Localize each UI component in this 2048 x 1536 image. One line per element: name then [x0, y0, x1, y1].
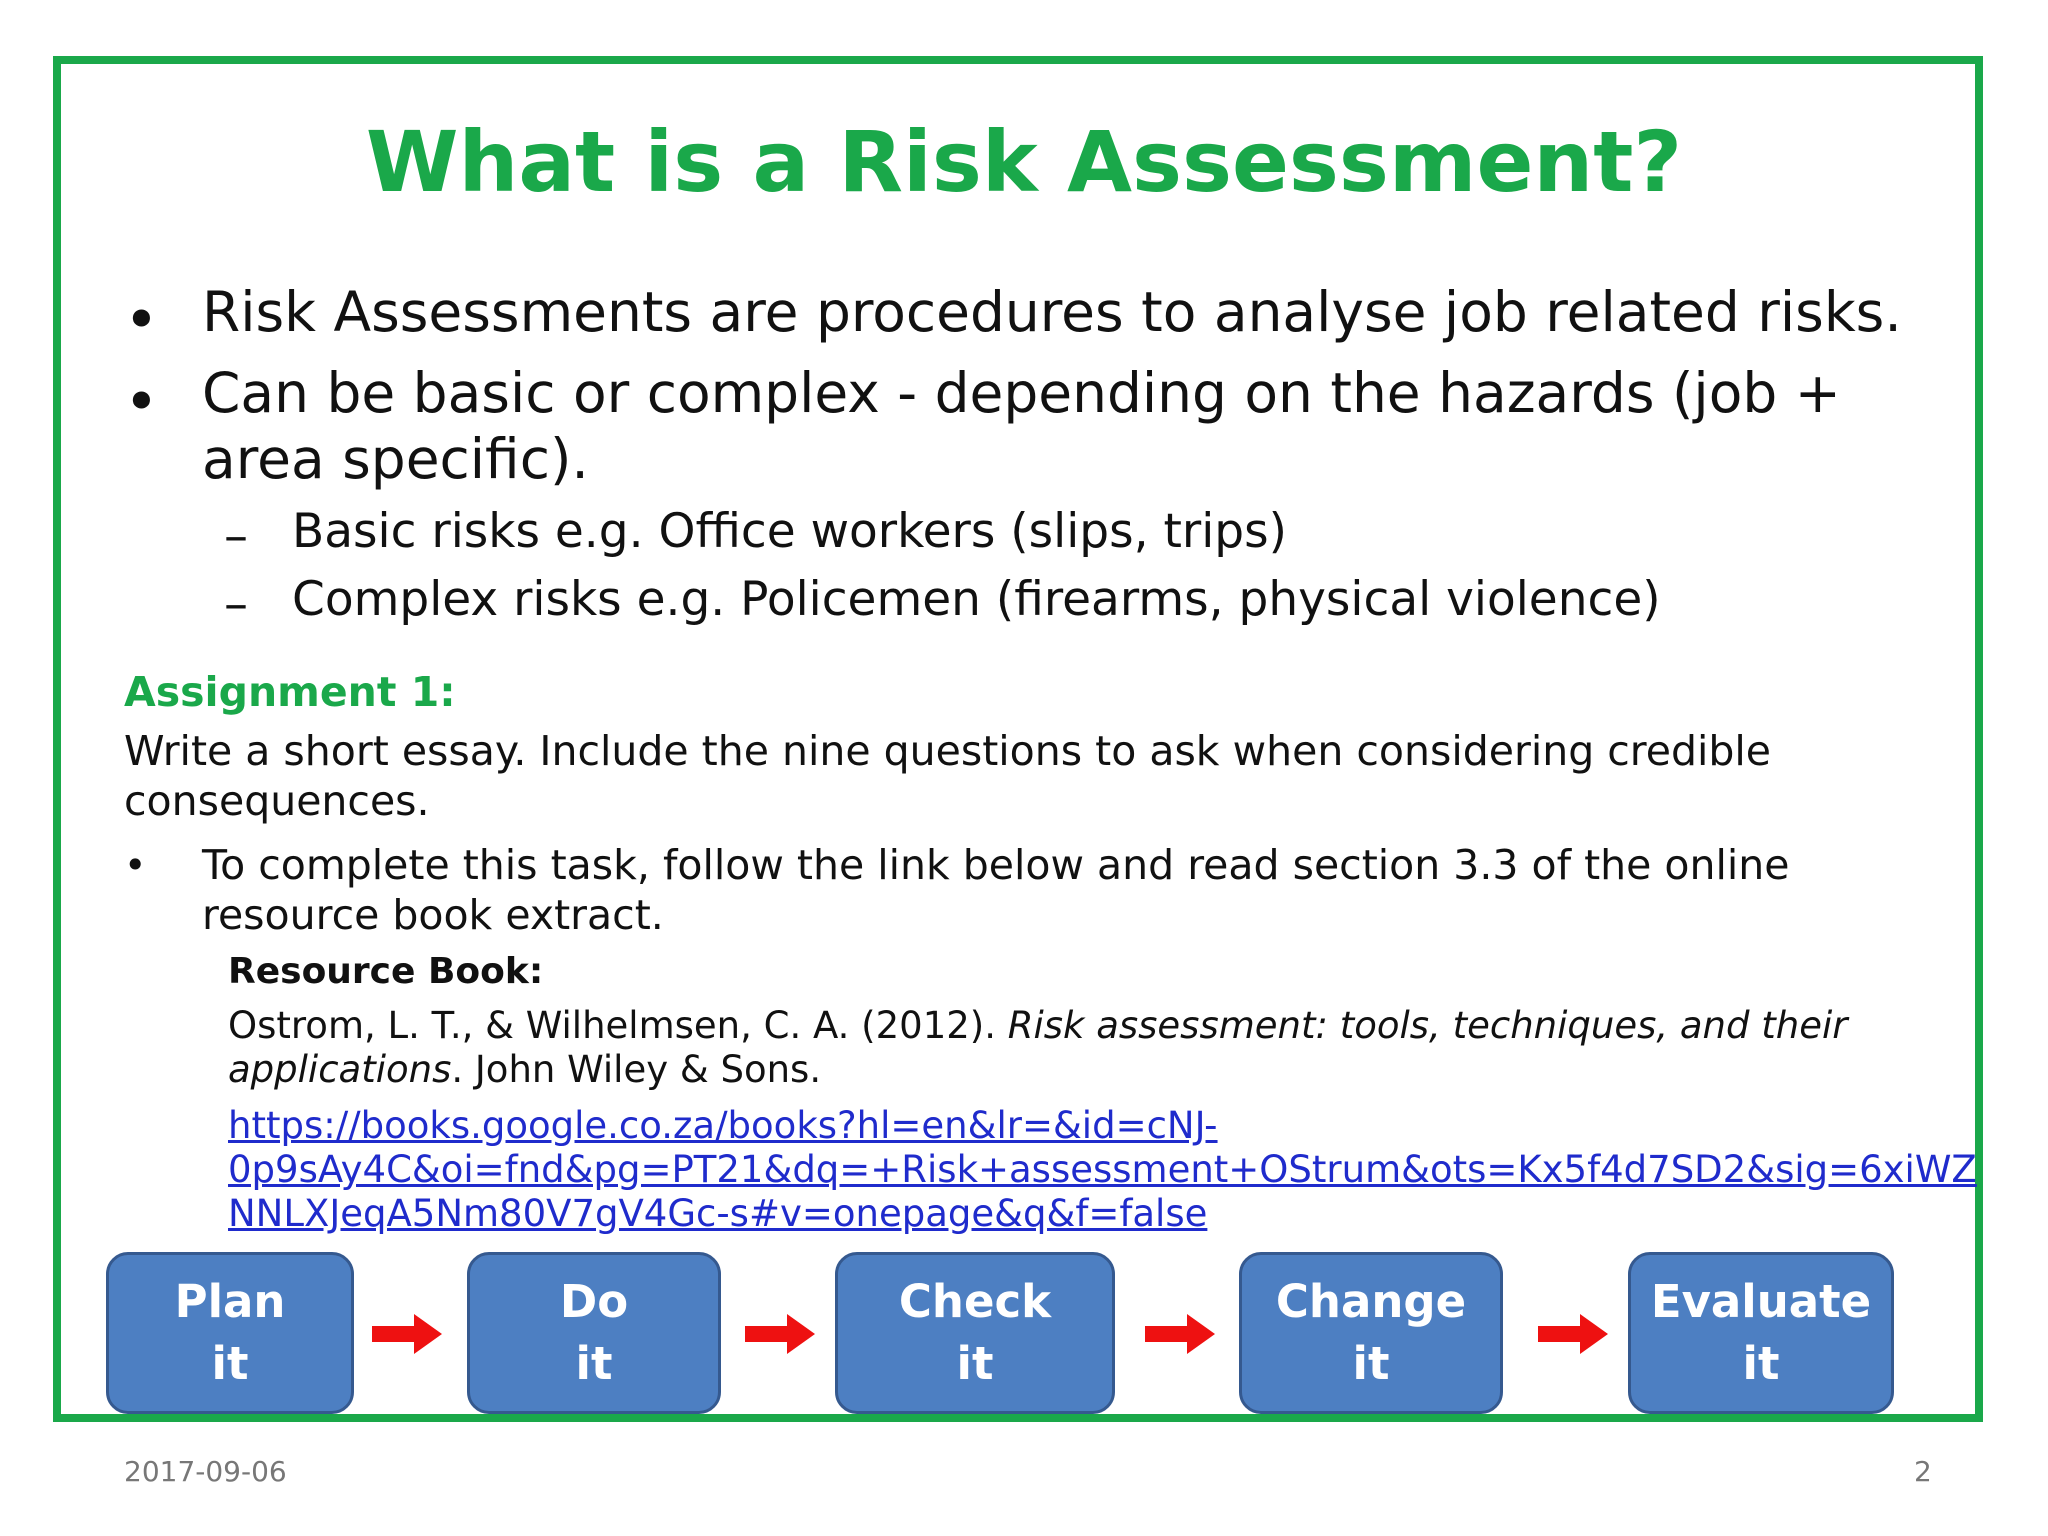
arrow-right-icon	[745, 1314, 815, 1354]
sub-bullet-basic-risks: Basic risks e.g. Office workers (slips, trips)	[292, 504, 1287, 559]
bullet-text-1: Risk Assessments are procedures to analyse job related risks.	[202, 280, 1902, 344]
step-label-line-1: Check	[898, 1275, 1052, 1328]
step-label-line-1: Plan	[174, 1275, 286, 1328]
resource-book-link[interactable]	[228, 1104, 1977, 1236]
bullet-text-2-line-1: Can be basic or complex - depending on the hazards (job +	[202, 361, 1841, 425]
resource-citation	[228, 1004, 1948, 1092]
bullet-text-2-line-2: area specific).	[202, 427, 589, 491]
step-do-it	[467, 1252, 721, 1414]
sub-bullet-marker: –	[224, 508, 248, 564]
citation-publisher: . John Wiley & Sons.	[451, 1048, 822, 1091]
step-label-line-2: it	[1742, 1337, 1780, 1390]
step-label-line-1: Evaluate	[1650, 1275, 1872, 1328]
assignment-heading: Assignment 1:	[124, 668, 456, 716]
link-line-2: 0p9sAy4C&oi=fnd&pg=PT21&dq=+Risk+assessment+OStrum&ots=Kx5f4d7SD2&sig=6xiWZ	[228, 1148, 1977, 1191]
step-label-line-1: Do	[559, 1275, 629, 1328]
step-label-line-2: it	[211, 1337, 249, 1390]
step-check-it	[835, 1252, 1115, 1414]
step-label-line-2: it	[1352, 1337, 1390, 1390]
task-bullet-marker: •	[124, 843, 147, 887]
slide-title: What is a Risk Assessment?	[365, 113, 1683, 211]
sub-bullet-complex-risks: Complex risks e.g. Policemen (firearms, physical violence)	[292, 572, 1661, 627]
assignment-text: Write a short essay. Include the nine questions to ask when considering credible consequences.	[124, 727, 1772, 825]
resource-book-heading: Resource Book:	[228, 951, 544, 992]
sub-bullet-marker: –	[224, 576, 248, 632]
arrow-right-icon	[1145, 1314, 1215, 1354]
step-label-line-1: Change	[1275, 1275, 1467, 1328]
step-label-line-2: it	[575, 1337, 613, 1390]
citation-authors: Ostrom, L. T., & Wilhelmsen, C. A. (2012).	[228, 1004, 1008, 1047]
link-line-3: NNLXJeqA5Nm80V7gV4Gc-s#v=onepage&q&f=false	[228, 1192, 1208, 1235]
arrow-right-icon	[372, 1314, 442, 1354]
bullet-marker: •	[124, 285, 159, 354]
step-plan-it	[106, 1252, 354, 1414]
slide-number: 2	[1914, 1455, 1932, 1488]
bullet-marker: •	[124, 367, 159, 436]
link-line-1: https://books.google.co.za/books?hl=en&lr=&id=cNJ-	[228, 1104, 1218, 1147]
step-evaluate-it	[1628, 1252, 1894, 1414]
assignment-task-text: To complete this task, follow the link below and read section 3.3 of the online resource book extract.	[202, 841, 1790, 939]
arrow-right-icon	[1538, 1314, 1608, 1354]
citation-title: Risk assessment: tools, techniques, and their applications	[228, 1004, 1848, 1091]
footer-date: 2017-09-06	[124, 1455, 287, 1488]
step-label-line-2: it	[956, 1337, 994, 1390]
step-change-it	[1239, 1252, 1503, 1414]
